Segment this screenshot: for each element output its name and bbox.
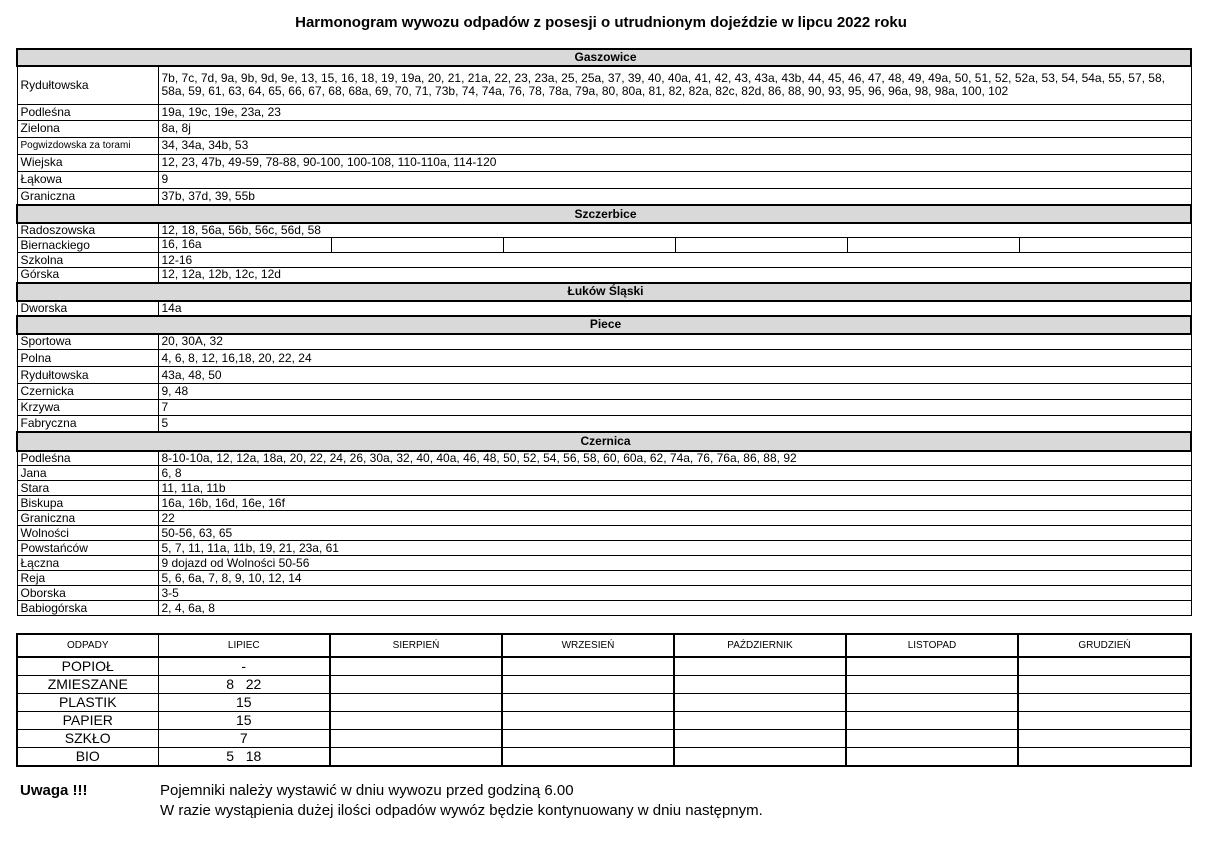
street-name: Zielona (17, 120, 158, 137)
pickup-days (330, 657, 502, 676)
house-numbers: 12, 12a, 12b, 12c, 12d (158, 268, 1191, 283)
table-row (17, 556, 1191, 571)
table-row (17, 238, 1191, 253)
section-name: Szczerbice (17, 205, 1191, 223)
table-row (17, 188, 1191, 205)
waste-type: BIO (17, 748, 158, 767)
schedule-row (17, 712, 1191, 730)
street-name: Rydułtowska (17, 66, 158, 104)
schedule-row (17, 694, 1191, 712)
table-row (17, 511, 1191, 526)
table-row (17, 137, 1191, 154)
pickup-days (1018, 730, 1191, 748)
table-row (17, 416, 1191, 432)
street-name: Stara (17, 481, 158, 496)
street-name: Reja (17, 571, 158, 586)
table-row (17, 481, 1191, 496)
house-numbers: 43a, 48, 50 (158, 367, 1191, 384)
street-name: Powstańców (17, 541, 158, 556)
waste-type: PAPIER (17, 712, 158, 730)
table-row (17, 571, 1191, 586)
pickup-days: - (158, 657, 330, 676)
pickup-days (330, 730, 502, 748)
pickup-days (674, 712, 846, 730)
pickup-days (846, 694, 1018, 712)
schedule-table (16, 633, 1192, 767)
house-numbers: 5 (158, 416, 1191, 432)
street-name: Graniczna (17, 511, 158, 526)
empty-cell (848, 238, 1020, 252)
address-table (16, 48, 1192, 616)
pickup-days (674, 694, 846, 712)
pickup-days (330, 748, 502, 767)
column-header-month: WRZESIEŃ (502, 634, 674, 657)
house-numbers: 50-56, 63, 65 (158, 526, 1191, 541)
street-name: Krzywa (17, 400, 158, 416)
pickup-days: 5 18 (158, 748, 330, 767)
table-row (17, 526, 1191, 541)
note-text (160, 781, 763, 821)
section-header (17, 205, 1191, 223)
table-row (17, 496, 1191, 511)
street-name: Polna (17, 350, 158, 367)
table-row (17, 154, 1191, 171)
table-row (17, 301, 1191, 316)
house-numbers: 14a (158, 301, 1191, 316)
house-numbers: 7 (158, 400, 1191, 416)
waste-type: POPIOŁ (17, 657, 158, 676)
house-numbers: 9 (158, 171, 1191, 188)
empty-cell (676, 238, 848, 252)
street-name: Graniczna (17, 188, 158, 205)
note-line: Pojemniki należy wystawić w dniu wywozu przed godziną 6.00 (160, 782, 574, 799)
table-row (17, 541, 1191, 556)
street-name: Pogwizdowska za torami (17, 137, 158, 154)
table-row (17, 334, 1191, 350)
street-name: Babiogórska (17, 601, 158, 616)
table-row (17, 223, 1191, 238)
house-numbers-cell (158, 238, 1191, 253)
section-name: Czernica (17, 432, 1191, 451)
pickup-days (846, 657, 1018, 676)
street-name: Fabryczna (17, 416, 158, 432)
waste-type: PLASTIK (17, 694, 158, 712)
document-title: Harmonogram wywozu odpadów z posesji o utrudnionym dojeździe w lipcu 2022 roku (295, 14, 907, 31)
street-name: Oborska (17, 586, 158, 601)
pickup-days (330, 676, 502, 694)
pickup-days (502, 730, 674, 748)
pickup-days (1018, 748, 1191, 767)
street-name: Łąkowa (17, 171, 158, 188)
column-header-waste: ODPADY (17, 634, 158, 657)
street-name: Biskupa (17, 496, 158, 511)
pickup-days (674, 657, 846, 676)
section-name: Łuków Śląski (17, 283, 1191, 301)
pickup-days (1018, 694, 1191, 712)
schedule-header-row (17, 634, 1191, 657)
pickup-days (502, 676, 674, 694)
schedule-row (17, 730, 1191, 748)
table-row (17, 466, 1191, 481)
house-numbers: 12, 18, 56a, 56b, 56c, 56d, 58 (158, 223, 1191, 238)
house-numbers: 16a, 16b, 16d, 16e, 16f (158, 496, 1191, 511)
section-header (17, 283, 1191, 301)
house-numbers: 12, 23, 47b, 49-59, 78-88, 90-100, 100-108, 110-110a, 114-120 (158, 154, 1191, 171)
pickup-days (1018, 676, 1191, 694)
house-numbers: 37b, 37d, 39, 55b (158, 188, 1191, 205)
house-numbers: 11, 11a, 11b (158, 481, 1191, 496)
pickup-days (502, 694, 674, 712)
table-row (17, 268, 1191, 283)
table-row (17, 586, 1191, 601)
empty-cell (332, 238, 504, 252)
table-row (17, 253, 1191, 268)
street-name: Szkolna (17, 253, 158, 268)
pickup-days (674, 676, 846, 694)
house-numbers: 4, 6, 8, 12, 16,18, 20, 22, 24 (158, 350, 1191, 367)
section-name: Piece (17, 316, 1191, 334)
street-name: Podleśna (17, 104, 158, 120)
note-line: W razie wystąpienia dużej ilości odpadów wywóz będzie kontynuowany w dniu następnym. (160, 802, 763, 819)
column-header-month: GRUDZIEŃ (1018, 634, 1191, 657)
pickup-days: 8 22 (158, 676, 330, 694)
street-name: Górska (17, 268, 158, 283)
pickup-days (846, 676, 1018, 694)
waste-type: ZMIESZANE (17, 676, 158, 694)
column-header-month: LISTOPAD (846, 634, 1018, 657)
table-row (17, 104, 1191, 120)
column-header-month: SIERPIEŃ (330, 634, 502, 657)
table-row (17, 171, 1191, 188)
pickup-days (846, 712, 1018, 730)
house-numbers: 7b, 7c, 7d, 9a, 9b, 9d, 9e, 13, 15, 16, 18, 19, 19a, 20, 21, 21a, 22, 23, 23a, 25, 25a, 37, 39, 40, 40a, 41, 42, 43, 43a, 43b, 44, 45, 46, 47, 48, 49, 49a, 50, 51, 52, 52a, 53, 54, 54a, 55, 57, 58, 58a, 59, 61, 63, 64, 65, 66, 67, 68, 68a, 69, 70, 71, 73b, 74, 74a, 76, 78, 78a, 79a, 80, 80a, 81, 82, 82a, 82c, 82d, 86, 88, 90, 93, 95, 96, 96a, 98, 98a, 100, 102 (158, 66, 1191, 104)
street-name: Sportowa (17, 334, 158, 350)
empty-cell (504, 238, 676, 252)
schedule-row (17, 676, 1191, 694)
street-name: Wolności (17, 526, 158, 541)
table-row (17, 350, 1191, 367)
pickup-days (1018, 712, 1191, 730)
pickup-days: 15 (158, 694, 330, 712)
table-row (17, 367, 1191, 384)
schedule-row (17, 748, 1191, 767)
street-name: Łączna (17, 556, 158, 571)
pickup-days (502, 748, 674, 767)
pickup-days (502, 657, 674, 676)
table-row (17, 120, 1191, 137)
street-name: Podleśna (17, 451, 158, 466)
pickup-days (846, 730, 1018, 748)
house-numbers: 9, 48 (158, 384, 1191, 400)
note-label: Uwaga !!! (20, 782, 88, 799)
pickup-days (674, 730, 846, 748)
table-row (17, 66, 1191, 104)
pickup-days: 15 (158, 712, 330, 730)
house-numbers: 3-5 (158, 586, 1191, 601)
house-numbers: 8a, 8j (158, 120, 1191, 137)
street-name: Wiejska (17, 154, 158, 171)
pickup-days (846, 748, 1018, 767)
house-numbers: 16, 16a (159, 238, 332, 252)
table-row (17, 451, 1191, 466)
pickup-days (330, 712, 502, 730)
section-header (17, 49, 1191, 66)
street-name: Czernicka (17, 384, 158, 400)
pickup-days: 7 (158, 730, 330, 748)
house-numbers: 6, 8 (158, 466, 1191, 481)
pickup-days (1018, 657, 1191, 676)
street-name: Jana (17, 466, 158, 481)
house-numbers: 22 (158, 511, 1191, 526)
house-numbers: 20, 30A, 32 (158, 334, 1191, 350)
house-numbers: 5, 7, 11, 11a, 11b, 19, 21, 23a, 61 (158, 541, 1191, 556)
column-header-month: LIPIEC (158, 634, 330, 657)
house-numbers: 34, 34a, 34b, 53 (158, 137, 1191, 154)
empty-cell (1020, 238, 1191, 252)
house-numbers: 5, 6, 6a, 7, 8, 9, 10, 12, 14 (158, 571, 1191, 586)
table-row (17, 601, 1191, 616)
section-name: Gaszowice (17, 49, 1191, 66)
house-numbers: 2, 4, 6a, 8 (158, 601, 1191, 616)
house-numbers: 12-16 (158, 253, 1191, 268)
house-numbers: 9 dojazd od Wolności 50-56 (158, 556, 1191, 571)
section-header (17, 316, 1191, 334)
section-header (17, 432, 1191, 451)
pickup-days (502, 712, 674, 730)
street-name: Biernackiego (17, 238, 158, 253)
street-name: Radoszowska (17, 223, 158, 238)
street-name: Dworska (17, 301, 158, 316)
table-row (17, 384, 1191, 400)
column-header-month: PAŹDZIERNIK (674, 634, 846, 657)
house-numbers: 19a, 19c, 19e, 23a, 23 (158, 104, 1191, 120)
street-name: Rydułtowska (17, 367, 158, 384)
table-row (17, 400, 1191, 416)
waste-type: SZKŁO (17, 730, 158, 748)
pickup-days (330, 694, 502, 712)
schedule-row (17, 657, 1191, 676)
house-numbers: 8-10-10a, 12, 12a, 18a, 20, 22, 24, 26, 30a, 32, 40, 40a, 46, 48, 50, 52, 54, 56, 58, 60, 60a, 62, 74a, 76, 76a, 86, 88, 92 (158, 451, 1191, 466)
pickup-days (674, 748, 846, 767)
